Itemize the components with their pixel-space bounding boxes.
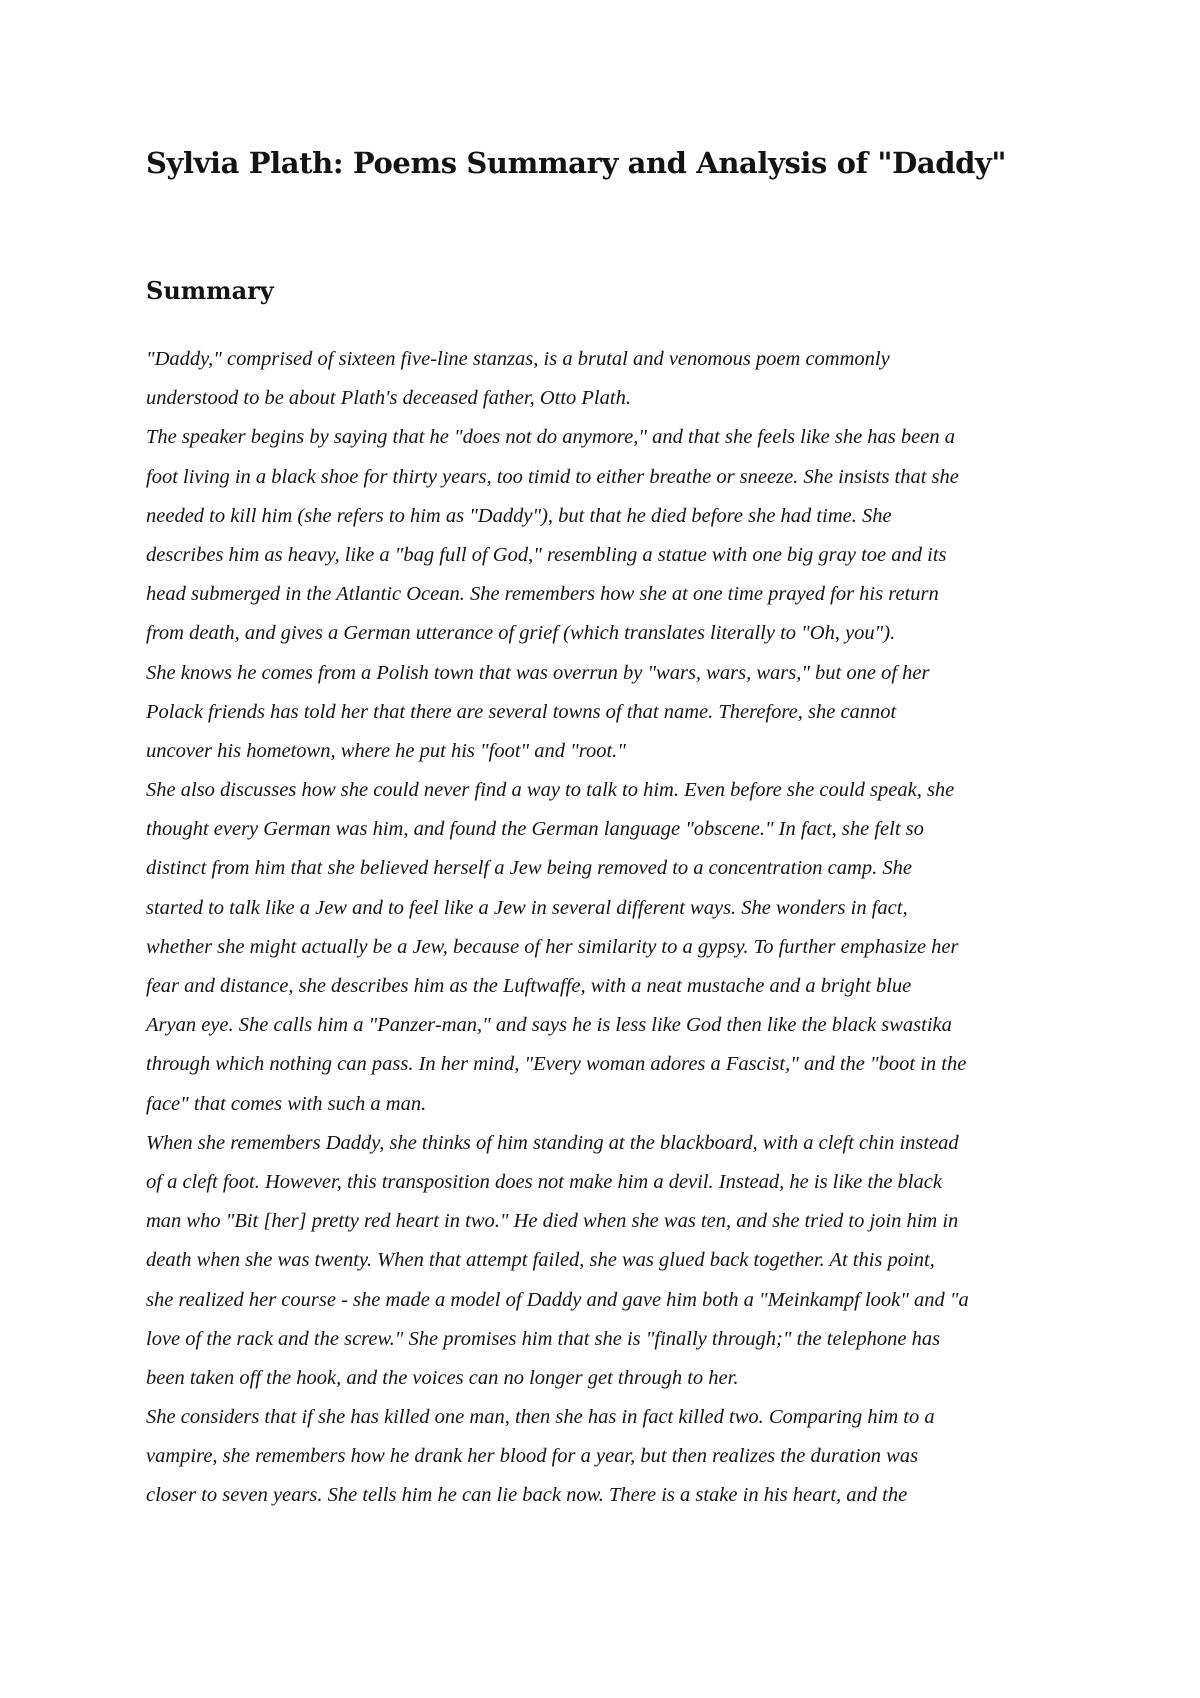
text-line: thought every German was him, and found the German language "obscene." In fact, she felt so (146, 818, 924, 841)
text-line: When she remembers Daddy, she thinks of him standing at the blackboard, with a cleft chin instead (146, 1131, 959, 1154)
text-line: she realized her course - she made a model of Daddy and gave him both a "Meinkampf look" and "a (146, 1288, 969, 1311)
text-line: of a cleft foot. However, this transposition does not make him a devil. Instead, he is like the black (146, 1170, 942, 1193)
text-line: started to talk like a Jew and to feel like a Jew in several different ways. She wonders in fact, (146, 896, 908, 919)
text-line: head submerged in the Atlantic Ocean. She remembers how she at one time prayed for his return (146, 583, 939, 606)
text-line: face" that comes with such a man. (146, 1092, 427, 1115)
text-line: foot living in a black shoe for thirty years, too timid to either breathe or sneeze. She insists that she (146, 465, 959, 488)
text-line: whether she might actually be a Jew, because of her similarity to a gypsy. To further emphasize her (146, 935, 959, 958)
text-line: through which nothing can pass. In her mind, "Every woman adores a Fascist," and the "boot in the (146, 1053, 967, 1076)
text-line: vampire, she remembers how he drank her blood for a year, but then realizes the duration was (146, 1445, 919, 1468)
text-line: Polack friends has told her that there are several towns of that name. Therefore, she cannot (146, 700, 897, 723)
text-line: distinct from him that she believed herself a Jew being removed to a concentration camp. She (146, 857, 912, 880)
text-line: The speaker begins by saying that he "does not do anymore," and that she feels like she has been a (146, 426, 955, 449)
text-line: been taken off the hook, and the voices can no longer get through to her. (146, 1366, 739, 1389)
text-line: closer to seven years. She tells him he can lie back now. There is a stake in his heart, and the (146, 1484, 908, 1507)
text-line: She considers that if she has killed one man, then she has in fact killed two. Comparing him to a (146, 1406, 935, 1429)
summary-body (146, 340, 1066, 1516)
section-heading-summary: Summary (146, 276, 274, 305)
text-line: describes him as heavy, like a "bag full of God," resembling a statue with one big gray toe and its (146, 543, 947, 566)
text-line: man who "Bit [her] pretty red heart in two." He died when she was ten, and she tried to join him in (146, 1210, 959, 1233)
text-line: needed to kill him (she refers to him as "Daddy"), but that he died before she had time. She (146, 504, 892, 527)
document-title: Sylvia Plath: Poems Summary and Analysis of "Daddy" (146, 146, 1007, 180)
text-line: love of the rack and the screw." She promises him that she is "finally through;" the telephone has (146, 1327, 941, 1350)
text-line: Aryan eye. She calls him a "Panzer-man," and says he is less like God then like the black swastika (146, 1014, 952, 1037)
text-line: fear and distance, she describes him as the Luftwaffe, with a neat mustache and a bright blue (146, 975, 912, 997)
text-line: She knows he comes from a Polish town that was overrun by "wars, wars, wars," but one of her (146, 661, 930, 684)
text-line: understood to be about Plath's deceased father, Otto Plath. (146, 387, 631, 410)
text-line: death when she was twenty. When that attempt failed, she was glued back together. At this point, (146, 1249, 935, 1272)
text-line: uncover his hometown, where he put his "foot" and "root." (146, 739, 626, 762)
text-line: from death, and gives a German utterance of grief (which translates literally to "Oh, you"). (146, 622, 896, 645)
text-line: She also discusses how she could never find a way to talk to him. Even before she could speak, she (146, 779, 955, 802)
text-line: "Daddy," comprised of sixteen five-line stanzas, is a brutal and venomous poem commonly (146, 348, 890, 370)
